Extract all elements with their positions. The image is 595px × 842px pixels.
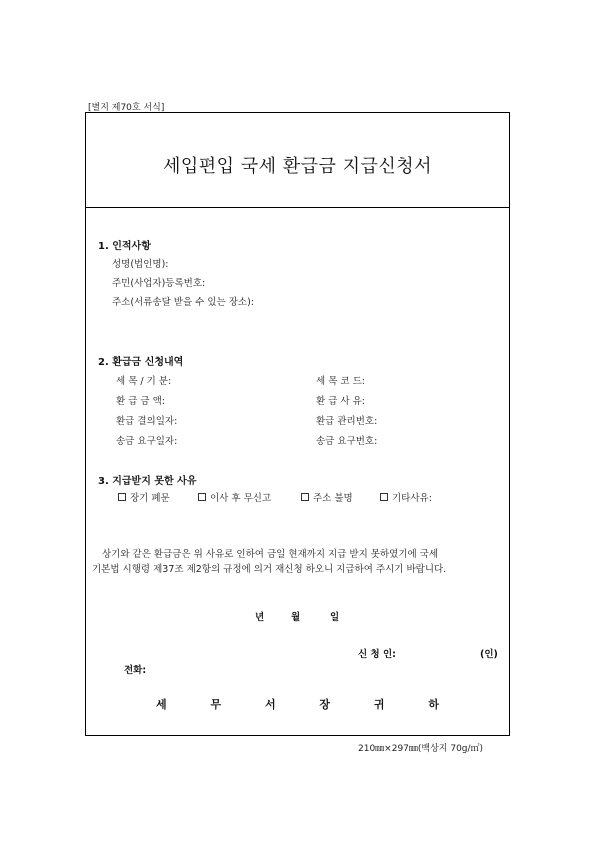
refund-reason-field-label: 환 급 사 유: [316,396,365,407]
reason-option-address-unknown[interactable]: 주소 불명 [301,490,353,504]
checkbox-icon[interactable] [380,493,388,501]
address-field-label: 주소(서류송달 받을 수 있는 장소): [112,297,254,308]
decision-date-field-label: 환급 결의일자: [116,416,178,427]
management-number-field-label: 환급 관리번호: [316,416,378,427]
name-field-label: 성명(법인명): [112,259,169,270]
form-frame [85,112,510,736]
section-personal-heading: 1. 인적사항 [98,241,151,252]
applicant-label: 신 청 인: [358,649,396,660]
title-area [86,113,509,208]
form-title: 세입편입 국세 환급금 지급신청서 [162,156,433,177]
registration-number-field-label: 주민(사업자)등록번호: [112,278,206,289]
checkbox-icon[interactable] [301,493,309,501]
paper-spec: 210㎜×297㎜(백상지 70g/㎡) [358,744,484,754]
seal-label: (인) [480,649,498,660]
addressee: 세 무 서 장 귀 하 [156,698,459,711]
reason-option-long-closure[interactable]: 장기 폐문 [118,490,170,504]
section-refund-heading: 2. 환급금 신청내역 [98,357,184,368]
date-year-label: 년 [255,612,265,623]
date-day-label: 일 [330,612,340,623]
transfer-date-field-label: 송금 요구일자: [116,436,178,447]
refund-amount-field-label: 환 급 금 액: [116,396,165,407]
reason-option-moved-unreported[interactable]: 이사 후 무신고 [198,490,271,504]
phone-label: 전화: [124,665,147,676]
section-reason-heading: 3. 지급받지 못한 사유 [98,476,197,487]
statement-line-1: 상기와 같은 환급금은 위 사유로 인하여 금일 현재까지 지급 받지 못하였기에 국세 [102,549,439,560]
statement-paragraph [92,547,504,577]
form-number-label: [별지 제70호 서식] [88,103,165,113]
date-month-label: 월 [291,612,301,623]
checkbox-icon[interactable] [198,493,206,501]
statement-line-2: 기본법 시행령 제37조 제2항의 규정에 의거 재신청 하오니 지급하여 주시기 바랍니다. [92,564,447,575]
reason-option-other[interactable]: 기타사유: [380,490,432,504]
transfer-number-field-label: 송금 요구번호: [316,436,378,447]
tax-code-field-label: 세 목 코 드: [316,376,365,387]
tax-item-field-label: 세 목 / 기 분: [116,376,172,387]
checkbox-icon[interactable] [118,493,126,501]
